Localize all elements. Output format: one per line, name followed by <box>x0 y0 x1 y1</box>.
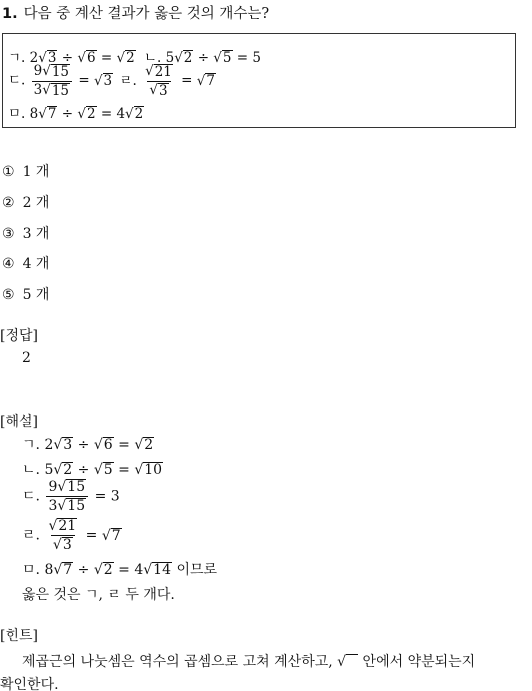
hint-text-before: 제곱근의 나눗셈은 역수의 곱셈으로 고쳐 계산하고, <box>22 654 333 670</box>
da-result: 3 <box>110 488 120 505</box>
radical: √ 7 <box>196 72 215 89</box>
item-ma-label: ㅁ. <box>8 106 26 122</box>
divide-sign: ÷ <box>61 106 74 122</box>
divide-sign: ÷ <box>77 437 90 453</box>
option-text: 5 개 <box>22 287 50 303</box>
da-num-coef: 9 <box>48 479 58 495</box>
equals-sign: = <box>94 488 107 505</box>
ga-coef: 2 <box>44 437 54 453</box>
na-result: 5 <box>252 50 261 66</box>
na-coef: 5 <box>165 50 175 66</box>
da-den-coef: 3 <box>48 498 58 515</box>
equals-sign: = <box>85 527 98 544</box>
da-num-radicand: 15 <box>67 479 86 495</box>
na-radicand: 2 <box>63 462 73 478</box>
equals-sign: = <box>118 562 130 578</box>
item-na-label: ㄴ. <box>22 462 40 478</box>
hint-text-after: 안에서 약분되는지 <box>362 654 476 670</box>
radical: √ 15 <box>42 81 70 99</box>
explanation-conclusion: 옳은 것은 ㄱ, ㄹ 두 개다. <box>22 587 175 603</box>
da-den-radicand: 15 <box>67 498 86 515</box>
radical: √ 2 <box>116 50 135 66</box>
option-number: ④ <box>2 256 15 272</box>
option-1[interactable] <box>2 161 49 181</box>
ra-den-radicand: 3 <box>158 82 168 99</box>
ma-radicand: 7 <box>63 562 73 578</box>
item-ra-label: ㄹ. <box>119 72 137 89</box>
ga-radicand: 3 <box>47 50 57 66</box>
radical: √ 7 <box>38 106 57 122</box>
ga-result-radicand: 2 <box>126 50 135 66</box>
radical: √ 3 <box>93 72 113 89</box>
radical: √ 5 <box>93 462 113 478</box>
radical: √ 3 <box>38 50 57 66</box>
item-da-label: ㄷ. <box>22 488 40 505</box>
option-number: ① <box>2 164 15 180</box>
da-den-radicand: 15 <box>51 82 70 99</box>
equals-sign: = <box>236 50 249 66</box>
answer-value: 2 <box>22 350 31 366</box>
radical: √ 15 <box>42 63 70 80</box>
ma-coef: 8 <box>29 106 39 122</box>
ma-suffix: 이므로 <box>176 562 218 578</box>
equals-sign: = <box>78 72 90 89</box>
radical: √ 5 <box>213 50 232 66</box>
ma-result-radicand: 14 <box>153 562 171 578</box>
explanation-ma <box>22 559 217 579</box>
ra-result-radicand: 7 <box>206 72 215 89</box>
ra-result-radicand: 7 <box>111 527 121 544</box>
option-number: ② <box>2 195 15 211</box>
item-ma-label: ㅁ. <box>22 562 40 578</box>
divide-sign: ÷ <box>77 462 90 478</box>
ma-result-coef: 4 <box>116 106 126 122</box>
radical: √ 15 <box>57 498 86 515</box>
question-number: 1. <box>2 6 18 22</box>
radical: √ 2 <box>77 106 96 122</box>
equals-sign: = <box>118 462 130 478</box>
na-coef: 5 <box>44 462 54 478</box>
ga-coef: 2 <box>29 50 39 66</box>
statement-box <box>2 33 516 128</box>
divide-sign: ÷ <box>77 562 90 578</box>
item-ga-label: ㄱ. <box>8 50 26 66</box>
hint-line-1 <box>22 651 475 671</box>
ga-radicand: 3 <box>63 437 73 453</box>
radical: √ 3 <box>52 537 72 554</box>
ga-divisor-radicand: 6 <box>103 437 113 453</box>
option-4[interactable] <box>2 253 49 273</box>
divide-sign: ÷ <box>197 50 209 66</box>
radical: √ 2 <box>93 562 113 578</box>
statement-row-3 <box>8 102 144 122</box>
da-result-radicand: 3 <box>103 72 113 89</box>
radical: √ 2 <box>53 462 73 478</box>
explanation-da <box>22 479 120 514</box>
explanation-ra <box>22 518 122 553</box>
na-divisor-radicand: 5 <box>103 462 113 478</box>
option-5[interactable] <box>2 284 49 304</box>
explanation-label: [해설] <box>0 414 38 430</box>
option-number: ⑤ <box>2 287 15 303</box>
na-radicand: 2 <box>183 50 193 66</box>
ma-coef: 8 <box>44 562 54 578</box>
equals-sign: = <box>100 106 113 122</box>
answer-label: [정답] <box>0 328 38 344</box>
ra-fraction <box>143 64 175 98</box>
item-ga-label: ㄱ. <box>22 437 40 453</box>
da-num-radicand: 15 <box>51 64 70 80</box>
question-title <box>2 2 269 23</box>
na-divisor-radicand: 5 <box>222 50 232 66</box>
ga-result-radicand: 2 <box>144 437 154 453</box>
hint-label: [힌트] <box>0 628 38 644</box>
radical: √ 3 <box>149 81 168 99</box>
da-fraction <box>46 479 88 514</box>
empty-radical-symbol: √ <box>337 654 358 670</box>
explanation-ga <box>22 434 154 454</box>
item-na-label: ㄴ. <box>143 50 162 66</box>
ra-den-radicand: 3 <box>62 537 72 554</box>
ma-result-radicand: 2 <box>134 106 144 122</box>
radical: √ 14 <box>143 562 171 578</box>
item-da-label: ㄷ. <box>8 72 26 89</box>
ma-radicand: 7 <box>47 106 57 122</box>
option-text: 3 개 <box>22 226 50 242</box>
ga-divisor-radicand: 6 <box>86 50 96 66</box>
radical: √ 6 <box>93 437 113 453</box>
na-result-radicand: 10 <box>144 462 163 478</box>
radical: √ 2 <box>134 437 154 453</box>
question-text: 다음 중 계산 결과가 옳은 것의 개수는? <box>23 6 270 22</box>
radical: √ 3 <box>53 437 73 453</box>
radical: √ 7 <box>53 562 73 578</box>
radical: √ 21 <box>145 63 172 80</box>
option-text: 4 개 <box>22 256 50 272</box>
option-text: 2 개 <box>22 195 50 211</box>
equals-sign: = <box>100 50 113 66</box>
da-num-coef: 9 <box>33 63 43 79</box>
ma-divisor-radicand: 2 <box>103 562 113 578</box>
radical: √ 7 <box>101 527 121 544</box>
ra-num-radicand: 21 <box>58 518 77 534</box>
radical: √ 21 <box>48 518 77 534</box>
radical: √ 2 <box>174 50 193 66</box>
ma-result-coef: 4 <box>134 562 144 578</box>
equals-sign: = <box>181 72 193 89</box>
option-number: ③ <box>2 226 15 242</box>
ra-num-radicand: 21 <box>154 64 172 80</box>
radical: √ 10 <box>134 462 163 478</box>
da-fraction <box>32 64 72 98</box>
divide-sign: ÷ <box>61 50 74 66</box>
da-den-coef: 3 <box>33 81 43 98</box>
ma-divisor-radicand: 2 <box>86 106 96 122</box>
radical: √ 6 <box>77 50 96 66</box>
radical: √ 2 <box>125 106 144 122</box>
ra-fraction <box>46 518 79 553</box>
hint-line-2: 확인한다. <box>0 677 59 691</box>
equals-sign: = <box>118 437 130 453</box>
option-3[interactable] <box>2 223 49 243</box>
option-2[interactable] <box>2 192 49 212</box>
statement-row-2 <box>8 64 216 98</box>
radical: √ 15 <box>57 479 86 495</box>
explanation-na <box>22 459 163 479</box>
item-ra-label: ㄹ. <box>22 527 40 544</box>
option-text: 1 개 <box>22 164 50 180</box>
